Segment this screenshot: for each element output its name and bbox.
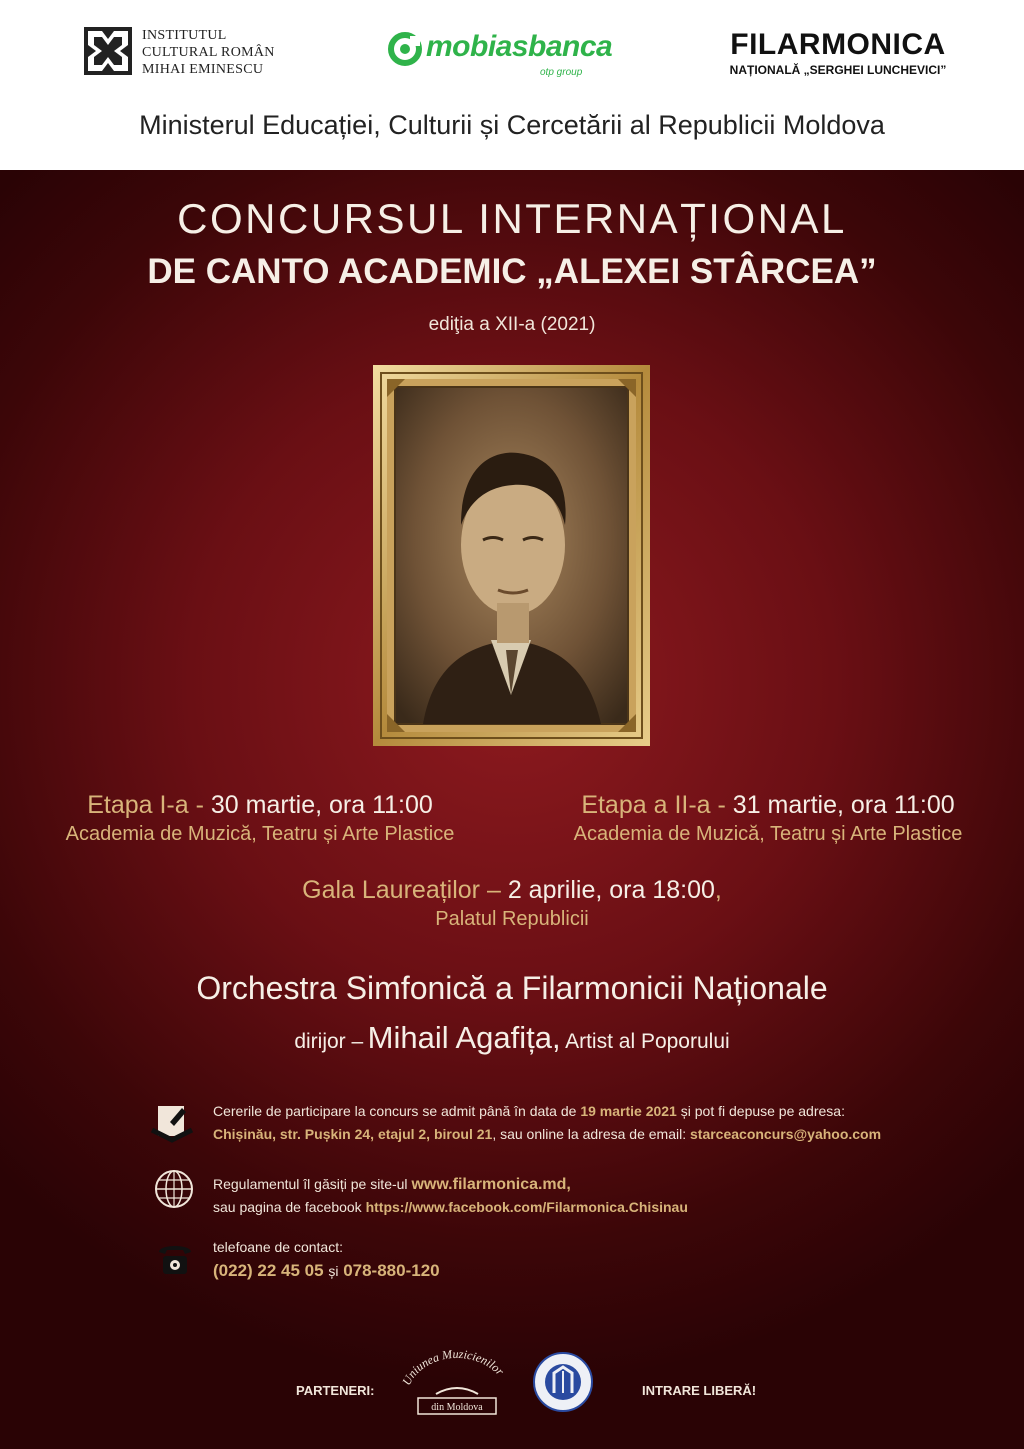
stage-2-venue: Academia de Muzică, Teatru și Arte Plastice (573, 823, 963, 845)
portrait-frame (373, 365, 650, 746)
apply-email[interactable]: starceaconcurs@yahoo.com (690, 1126, 882, 1142)
phone-label: telefoane de contact: (213, 1239, 343, 1255)
stage-1-label: Etapa I-a - (87, 791, 204, 819)
application-info (213, 1100, 993, 1146)
phone-number-1[interactable]: (022) 22 45 05 (213, 1261, 324, 1280)
mobias-sub: otp group (540, 67, 583, 78)
mobias-swirl-icon (388, 32, 422, 66)
phone-info (213, 1236, 813, 1283)
apply-text-c: , sau online la adresa de email: (492, 1126, 687, 1142)
gala-block (212, 875, 812, 933)
mobiasbanca-logo (388, 30, 638, 80)
apply-address: Chișinău, str. Pușkin 24, etajul 2, biroul 21 (213, 1126, 493, 1142)
apply-text-b: și pot fi depuse pe adresa: (680, 1103, 845, 1119)
filarmonica-subtitle: NAȚIONALĂ „SERGHEI LUNCHEVICI” (729, 63, 947, 77)
mobias-name: mobiasbanca (426, 30, 613, 63)
rules-site-link[interactable]: www.filarmonica.md, (411, 1176, 571, 1193)
icr-logo (84, 27, 304, 79)
globe-icon (153, 1168, 195, 1210)
gala-label: Gala Laureaților – (302, 876, 501, 904)
svg-text:Uniunea Muzicienilor (399, 1347, 507, 1388)
icr-line-1: INSTITUTUL (142, 28, 227, 43)
icr-line-2: CULTURAL ROMÂN (142, 45, 275, 60)
title-line-2: DE CANTO ACADEMIC „ALEXEI STÂRCEA” (147, 252, 877, 291)
stage-1-block (30, 790, 490, 848)
stage-2-label: Etapa a II-a - (581, 791, 726, 819)
phone-number-2[interactable]: 078-880-120 (343, 1261, 440, 1280)
rules-info (213, 1173, 993, 1219)
phone-and: și (328, 1263, 339, 1279)
apply-text-a: Cererile de participare la concurs se admit până în data de (213, 1103, 577, 1119)
apply-deadline: 19 martie 2021 (580, 1103, 677, 1119)
gala-comma: , (714, 876, 722, 904)
envelope-pen-icon (150, 1100, 194, 1144)
title-line-1: CONCURSUL INTERNAȚIONAL (177, 195, 847, 242)
edition-line: ediţia a XII-a (2021) (428, 314, 596, 335)
gala-date: 2 aprilie, ora 18:00 (507, 876, 715, 904)
stage-2-date: 31 martie, ora 11:00 (732, 791, 955, 819)
conductor-title: Artist al Poporului (565, 1030, 730, 1053)
rules-text-b: sau pagina de facebook (213, 1199, 362, 1215)
orchestra-name: Orchestra Simfonică a Filarmonicii Naționale (196, 970, 828, 1006)
header-band (0, 0, 1024, 170)
filarmonica-logo (718, 28, 958, 88)
gala-venue: Palatul Republicii (435, 908, 589, 930)
union-top-text: Uniunea Muzicienilor (399, 1346, 507, 1388)
facebook-link[interactable]: https://www.facebook.com/Filarmonica.Chisinau (365, 1199, 688, 1215)
stage-1-venue: Academia de Muzică, Teatru și Arte Plastice (65, 823, 455, 845)
filarmonica-title: FILARMONICA (730, 28, 946, 61)
icr-name (142, 27, 275, 78)
musicians-union-logo (396, 1340, 518, 1418)
stage-2-block (538, 790, 998, 848)
union-bottom-text: din Moldova (431, 1402, 483, 1413)
stage-1-date: 30 martie, ora 11:00 (210, 791, 433, 819)
partners-label: PARTENERI: (296, 1383, 375, 1398)
phone-icon (155, 1238, 195, 1278)
icr-line-3: MIHAI EMINESCU (142, 62, 264, 77)
icr-cross-icon (84, 27, 132, 75)
conductor-name: Mihail Agafița, (367, 1020, 561, 1055)
conductor-prefix: dirijor – (294, 1030, 364, 1053)
free-entry-label: INTRARE LIBERĂ! (642, 1383, 757, 1398)
ministry-line: Ministerul Educației, Culturii și Cercetării al Republicii Moldova (139, 110, 885, 140)
academy-seal-logo (532, 1351, 594, 1413)
rules-text-a: Regulamentul îl găsiți pe site-ul (213, 1176, 408, 1192)
conductor-line (0, 1020, 1024, 1056)
